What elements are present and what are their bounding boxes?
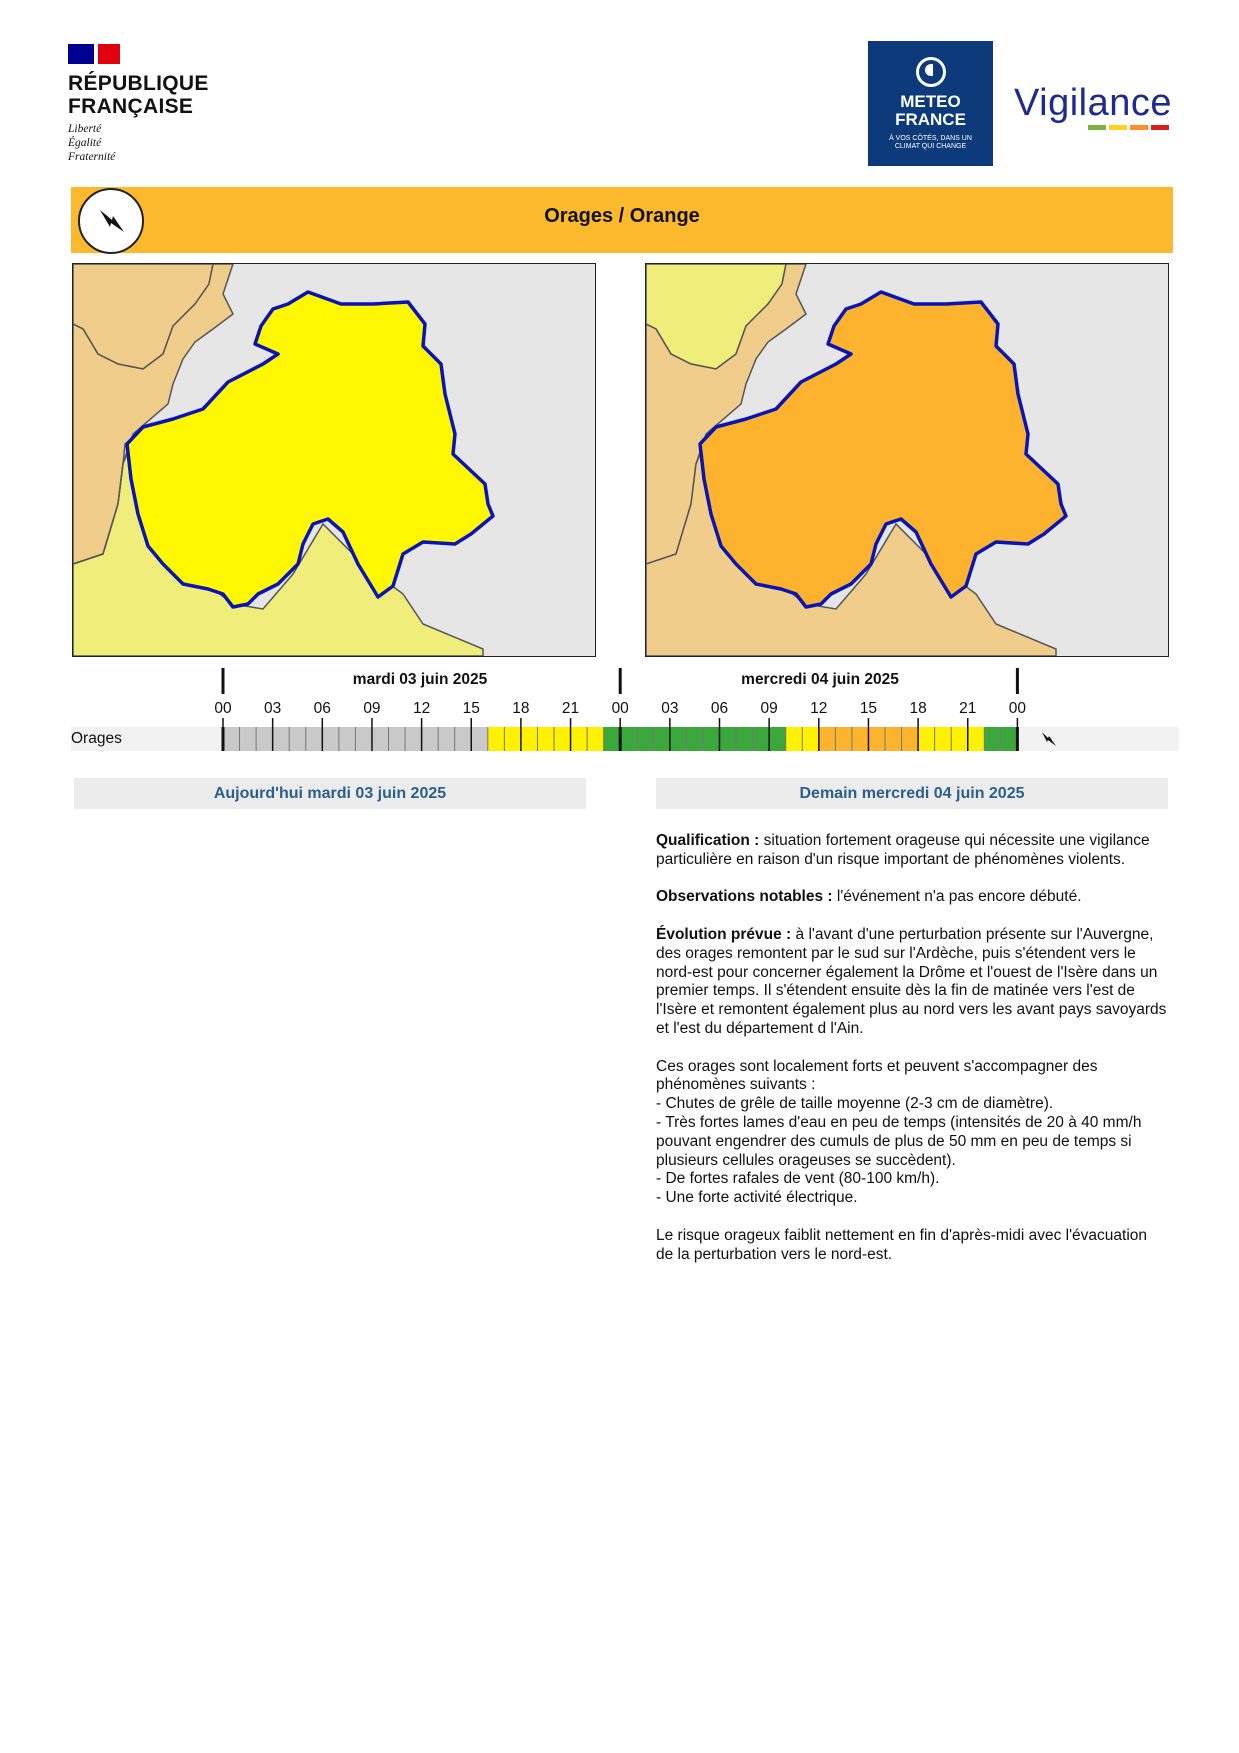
meteo-name-1: METEO [900,92,961,111]
timeline-tick-label: 09 [363,700,381,717]
phenomenon-item: - Très fortes lames d'eau en peu de temps (intensités de 20 à 40 mm/h pouvant engendrer des cumuls de plus de 50 mm en peu de temps si plusieurs cellules orageuses se succèdent). [656,1113,1142,1169]
map-tomorrow [645,263,1169,657]
motto-fraternite: Fraternité [68,151,116,163]
tomorrow-detail-text [656,832,1168,1283]
timeline-tick-label: 12 [810,700,828,717]
qualification-label: Qualification : [656,832,760,849]
meteo-france-logo [868,41,993,166]
motto-egalite: Égalité [68,137,102,149]
marianne-flag-icon [68,44,208,64]
evolution [656,926,1168,1039]
timeline-tick-label: 00 [1008,700,1027,717]
timeline-tick-label: 03 [661,700,679,717]
timeline-tick-label: 09 [760,700,778,717]
timeline-tick-label: 21 [561,700,580,717]
qualification [656,832,1168,870]
republique-francaise-logo [68,44,208,164]
timeline-segment-yellow [488,727,604,751]
rf-title-line2: FRANÇAISE [68,95,194,118]
observations [656,888,1168,907]
map-today [72,263,596,657]
timeline-tick-label: 12 [412,700,431,717]
timeline-segment-green [604,727,786,751]
timeline-row-label: Orages [71,730,122,747]
timeline-tick-label: 06 [313,700,331,717]
qualification-text: situation fortement orageuse qui nécessite une vigilance particulière en raison d'un risque important de phénomènes violents. [656,832,1150,868]
vigilance-bar-green [1088,125,1106,130]
alert-title: Orages / Orange [544,205,700,227]
motto-liberte: Liberté [68,123,102,135]
timeline-tick-label: 00 [214,700,232,717]
conclusion: Le risque orageux faiblit nettement en fin d'après-midi avec l'évacuation de la perturbation vers le nord-est. [656,1226,1148,1263]
timeline-tick-label: 15 [859,700,878,717]
meteo-slogan-1: À VOS CÔTÉS, DANS UN [889,135,972,142]
phenomenon-item: - Chutes de grêle de taille moyenne (2-3 cm de diamètre). [656,1095,1054,1113]
vigilance-bar-red [1151,125,1169,130]
meteo-sun-icon [916,57,946,87]
evolution-text: à l'avant d'une perturbation présente sur l'Auvergne, des orages remontent par le sud sur l'Ardèche, puis s'étendent vers le nord-est pour concerner également la Drôme et l'ouest de l'Isère dans un premier temps. Il s'étendent ensuite dès la fin de matinée vers l'est de l'Isère et remontent également plus au nord vers les avant pays savoyards et l'est du département d l'Ain. [656,925,1167,1037]
vigilance-color-bars [1088,125,1169,130]
phenomena [656,1058,1168,1208]
timeline-day-tomorrow: mercredi 04 juin 2025 [741,671,899,688]
timeline-tick-label: 00 [611,700,629,717]
observations-label: Observations notables : [656,888,833,906]
phenomenon-item: - Une forte activité électrique. [656,1189,858,1207]
vigilance-bar-yellow [1109,125,1127,130]
timeline-day-today: mardi 03 juin 2025 [352,671,488,688]
phenomena-intro: Ces orages sont localement forts et peuvent s'accompagner des phénomènes suivants : [656,1057,1098,1094]
meteo-slogan-2: CLIMAT QUI CHANGE [894,143,967,150]
timeline-tick-label: 18 [909,700,927,717]
timeline-tick-label: 15 [462,700,480,717]
phenomenon-item: - De fortes rafales de vent (80-100 km/h). [656,1170,940,1188]
timeline-tick-label: 21 [959,700,977,717]
timeline-tick-label: 03 [264,700,282,717]
vigilance-label: Vigilance [1014,82,1173,124]
rf-title-line1: RÉPUBLIQUE [68,72,209,95]
today-column-header: Aujourd'hui mardi 03 juin 2025 [74,778,586,809]
timeline-tick-label: 06 [710,700,729,717]
vigilance-bar-orange [1130,125,1148,130]
evolution-label: Évolution prévue : [656,925,792,943]
timeline-lightning-icon [1040,730,1058,753]
observations-text: l'événement n'a pas encore débuté. [832,888,1082,906]
rf-motto [68,122,208,164]
tomorrow-column-header: Demain mercredi 04 juin 2025 [656,778,1168,809]
timeline-tick-label: 18 [512,700,530,717]
meteo-name-2: FRANCE [895,110,966,129]
